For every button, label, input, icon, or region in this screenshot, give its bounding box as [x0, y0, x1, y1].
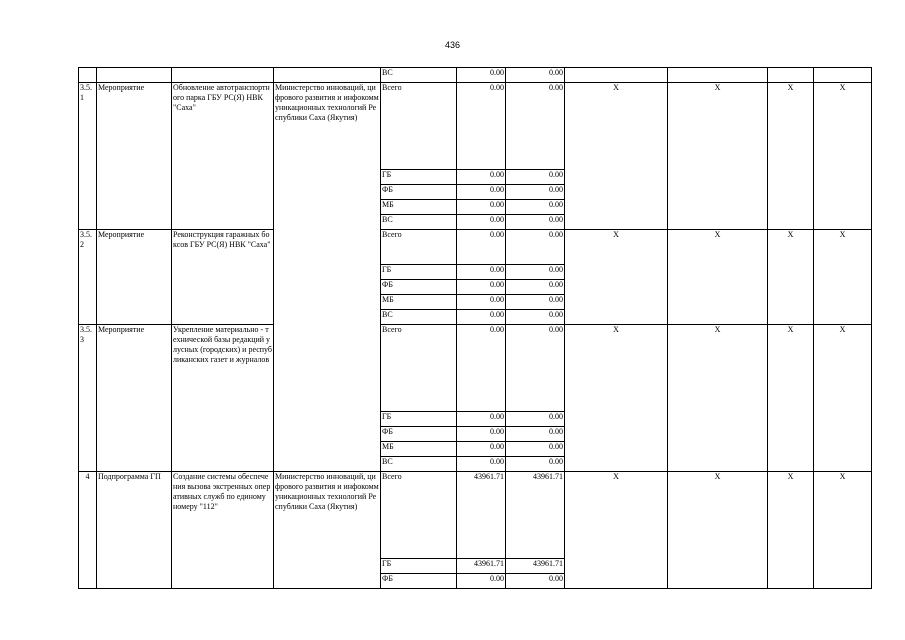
item-type: Мероприятие — [97, 230, 172, 325]
amount-2: 0.00 — [506, 280, 565, 295]
funding-source: МБ — [381, 295, 457, 310]
amount-1: 0.00 — [457, 427, 506, 442]
funding-source: МБ — [381, 200, 457, 215]
amount-2: 43961.71 — [506, 559, 565, 574]
item-type: Мероприятие — [97, 83, 172, 230]
amount-1: 0.00 — [457, 215, 506, 230]
table-row — [79, 68, 872, 83]
amount-1: 0.00 — [457, 310, 506, 325]
mark-cell: Х — [668, 325, 768, 472]
funding-source: Всего — [381, 83, 457, 170]
amount-1: 0.00 — [457, 295, 506, 310]
amount-2: 0.00 — [506, 427, 565, 442]
mark-cell: Х — [565, 325, 668, 472]
cell-empty — [274, 68, 381, 83]
amount-1: 0.00 — [457, 68, 506, 83]
mark-cell: Х — [565, 83, 668, 230]
cell-empty — [668, 68, 768, 83]
amount-2: 0.00 — [506, 457, 565, 472]
mark-cell: Х — [814, 472, 872, 589]
amount-2: 0.00 — [506, 230, 565, 265]
amount-1: 0.00 — [457, 185, 506, 200]
cell-empty — [172, 68, 274, 83]
amount-2: 0.00 — [506, 185, 565, 200]
amount-1: 0.00 — [457, 200, 506, 215]
funding-source: Всего — [381, 325, 457, 412]
item-name: Обновление автотранспортного парка ГБУ РС(Я) НВК "Саха" — [172, 83, 274, 230]
funding-source: ГБ — [381, 170, 457, 185]
amount-2: 0.00 — [506, 412, 565, 427]
funding-source: ГБ — [381, 559, 457, 574]
mark-cell: Х — [768, 472, 814, 589]
funding-source: ФБ — [381, 185, 457, 200]
mark-cell: Х — [814, 325, 872, 472]
mark-cell: Х — [668, 83, 768, 230]
cell-empty — [97, 68, 172, 83]
table-row — [79, 472, 872, 559]
funding-source: ВС — [381, 68, 457, 83]
item-type: Подпрограмма ГП — [97, 472, 172, 589]
amount-2: 0.00 — [506, 310, 565, 325]
amount-1: 0.00 — [457, 280, 506, 295]
mark-cell: Х — [768, 230, 814, 325]
table-row — [79, 325, 872, 412]
mark-cell: Х — [668, 230, 768, 325]
amount-1: 0.00 — [457, 170, 506, 185]
amount-2: 0.00 — [506, 295, 565, 310]
executor: Министерство инноваций, цифрового развития и инфокоммуникационных технологий Республики Саха (Якутия) — [274, 83, 381, 472]
amount-1: 43961.71 — [457, 559, 506, 574]
funding-source: ФБ — [381, 427, 457, 442]
cell-empty — [768, 68, 814, 83]
funding-source: ВС — [381, 310, 457, 325]
item-name: Укрепление материально - технической базы редакций улусных (городских) и республиканских газет и журналов — [172, 325, 274, 472]
amount-1: 0.00 — [457, 265, 506, 280]
funding-source: ГБ — [381, 265, 457, 280]
item-number: 3.5. 3 — [79, 325, 97, 472]
mark-cell: Х — [814, 230, 872, 325]
amount-2: 43961.71 — [506, 472, 565, 559]
mark-cell: Х — [668, 472, 768, 589]
amount-2: 0.00 — [506, 442, 565, 457]
amount-1: 0.00 — [457, 457, 506, 472]
item-name: Реконструкция гаражных боксов ГБУ РС(Я) НВК "Саха" — [172, 230, 274, 325]
table-row — [79, 83, 872, 170]
amount-1: 0.00 — [457, 442, 506, 457]
funding-source: ФБ — [381, 574, 457, 589]
mark-cell: Х — [768, 83, 814, 230]
page-bottom-edge — [0, 608, 905, 640]
item-number: 3.5. 1 — [79, 83, 97, 230]
amount-1: 0.00 — [457, 325, 506, 412]
program-table — [78, 67, 872, 589]
item-name: Создание системы обеспечения вызова экстренных оперативных служб по единому номеру "112" — [172, 472, 274, 589]
cell-empty — [814, 68, 872, 83]
amount-2: 0.00 — [506, 170, 565, 185]
amount-2: 0.00 — [506, 574, 565, 589]
amount-1: 0.00 — [457, 412, 506, 427]
mark-cell: Х — [565, 230, 668, 325]
table-row — [79, 230, 872, 265]
page-number: 436 — [444, 40, 461, 50]
amount-1: 0.00 — [457, 83, 506, 170]
funding-source: ВС — [381, 215, 457, 230]
mark-cell: Х — [814, 83, 872, 230]
amount-1: 0.00 — [457, 230, 506, 265]
funding-source: МБ — [381, 442, 457, 457]
amount-2: 0.00 — [506, 265, 565, 280]
cell-empty — [79, 68, 97, 83]
amount-1: 43961.71 — [457, 472, 506, 559]
amount-2: 0.00 — [506, 200, 565, 215]
funding-source: Всего — [381, 230, 457, 265]
item-type: Мероприятие — [97, 325, 172, 472]
mark-cell: Х — [565, 472, 668, 589]
amount-1: 0.00 — [457, 574, 506, 589]
item-number: 3.5. 2 — [79, 230, 97, 325]
funding-source: Всего — [381, 472, 457, 559]
amount-2: 0.00 — [506, 68, 565, 83]
amount-2: 0.00 — [506, 215, 565, 230]
funding-source: ВС — [381, 457, 457, 472]
amount-2: 0.00 — [506, 83, 565, 170]
funding-source: ФБ — [381, 280, 457, 295]
item-number: 4 — [79, 472, 97, 589]
cell-empty — [565, 68, 668, 83]
executor: Министерство инноваций, цифрового развития и инфокоммуникационных технологий Республики Саха (Якутия) — [274, 472, 381, 589]
mark-cell: Х — [768, 325, 814, 472]
amount-2: 0.00 — [506, 325, 565, 412]
funding-source: ГБ — [381, 412, 457, 427]
